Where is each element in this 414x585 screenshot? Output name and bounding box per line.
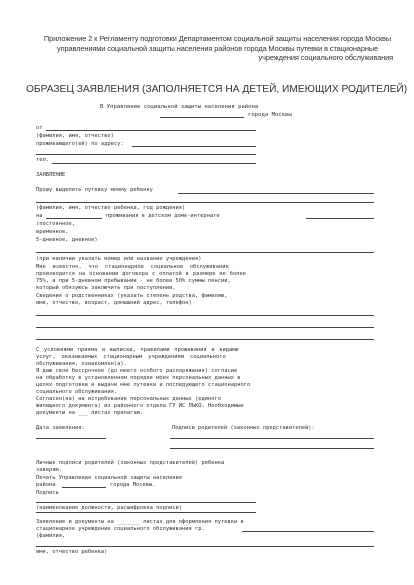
- stay-option-2: временное,: [36, 229, 69, 235]
- date-blank[interactable]: [36, 438, 106, 439]
- informed-line-4: который обязуюсь заключить при поступлении.: [36, 285, 176, 291]
- verify-line-1b: заверяю.: [36, 467, 62, 473]
- district-blank[interactable]: [160, 117, 244, 118]
- documents-line-3: документы на ___ листах прилагаю.: [36, 410, 144, 416]
- to-prefix: на: [36, 213, 43, 219]
- receipt-line-2: стационарное учреждение социального обслуживания гр.: [36, 526, 205, 532]
- signature-label: Подписи родителей (законных представителей):: [172, 425, 315, 431]
- receipt-separator: [36, 512, 256, 513]
- informed-line-1: Мне известно, что стационарное социальное обслуживание: [36, 264, 229, 270]
- district-blank-2[interactable]: [62, 487, 106, 488]
- receipt-line-4: имя, отчество ребенка): [36, 549, 108, 555]
- conditions-line-1: С условиями приема и выписки, правилами проживания и видами: [36, 347, 239, 353]
- conditions-line-4: Я даю свое бессрочное (до моего особого распоряжения) согласие: [36, 368, 238, 374]
- date-label: Дата заявления:: [36, 425, 85, 431]
- receipt-line-3: (фамилия,: [36, 533, 66, 539]
- relatives-blank-3[interactable]: [36, 339, 374, 340]
- receipt-line-1: Заявление и документы на _______ листах для оформления путевки в: [36, 519, 244, 525]
- institution-blank[interactable]: [306, 218, 374, 219]
- institution-blank-2[interactable]: [36, 252, 374, 253]
- verify-line-2c: города Москвы.: [110, 482, 156, 488]
- relatives-line-2: имя, отчество, возраст, домашний адрес, телефон): [36, 300, 192, 306]
- child-blank[interactable]: [178, 193, 374, 194]
- conditions-line-7: социального обслуживания.: [36, 389, 118, 395]
- stay-type-blank[interactable]: [46, 218, 102, 219]
- fio-caption: (фамилия, имя, отчество): [36, 133, 114, 139]
- header-line-1: Приложение 2 к Регламенту подготовки Департаментом социальной защиты населения города Москвы: [43, 34, 392, 43]
- official-signature-blank[interactable]: [36, 502, 256, 503]
- tel-label: тел.: [36, 157, 49, 163]
- relatives-blank-1[interactable]: [36, 315, 374, 316]
- addressee-line-1: В Управление социальной защиты населения района: [100, 104, 259, 110]
- verify-line-2b: района: [36, 482, 56, 488]
- stay-option-1: (постоянное,: [36, 221, 75, 227]
- addressee-line-2: города Москвы: [248, 112, 292, 118]
- child-blank-2[interactable]: [36, 202, 374, 203]
- relatives-line-1: Сведения о родственниках (указать степень родства, фамилию,: [36, 293, 228, 299]
- appendix-header: [30, 34, 405, 63]
- verify-line-4: (наименование должности, расшифровка подписи): [36, 505, 183, 511]
- receipt-blank[interactable]: [242, 531, 374, 532]
- document-title: ОБРАЗЕЦ ЗАЯВЛЕНИЯ (ЗАПОЛНЯЕТСЯ НА ДЕТЕЙ, ИМЕЮЩИХ РОДИТЕЛЕЙ): [26, 84, 408, 95]
- conditions-line-2: услуг, оказываемых стационарным учреждением социального: [36, 354, 226, 360]
- conditions-line-6: целях подготовки и выдачи мне путевки и последующего стационарного: [36, 382, 251, 388]
- signature-blank-1[interactable]: [170, 438, 374, 439]
- address-blank-2[interactable]: [36, 154, 256, 155]
- residing-label: проживающего(ей) по адресу:: [36, 141, 124, 147]
- header-line-3: учреждения социального обслуживания: [258, 53, 393, 63]
- signature-blank-2[interactable]: [170, 448, 374, 449]
- to-middle: проживания в детском доме-интернате: [106, 213, 220, 219]
- stay-option-3: 5-дневное, дневное): [36, 237, 98, 243]
- tel-blank[interactable]: [52, 163, 256, 164]
- informed-line-2: производится на основании договора с оплатой в размере не более: [36, 271, 246, 277]
- conditions-line-3: обслуживания, ознакомлен(а).: [36, 361, 127, 367]
- verify-line-1a: Личные подписи родителей (законных представителей) ребенка: [36, 460, 225, 466]
- header-line-2: управлениями социальной защиты населения районов города Москвы путевки в стационарные: [56, 43, 379, 53]
- from-blank[interactable]: [46, 130, 256, 131]
- verify-line-3: Подпись: [36, 490, 59, 496]
- relatives-blank-2[interactable]: [36, 327, 374, 328]
- conditions-line-5: на обработку в установленном порядке моих персональных данных в: [36, 375, 241, 381]
- documents-line-2: жилищного документа) из районного отдела ГУ ИС ЛЬКО. Необходимые: [36, 403, 244, 409]
- request-text: Прошу выделить путевку моему ребенку: [36, 187, 153, 193]
- documents-line-1: Согласен(на) на истребование персональных данных (единого: [36, 396, 221, 402]
- verify-line-2a: Печать Управления социальной защиты населения: [36, 475, 183, 481]
- statement-heading: ЗАЯВЛЕНИЕ: [36, 172, 66, 178]
- address-blank[interactable]: [132, 146, 256, 147]
- institution-caption: (при наличии указать номер или название учреждения): [36, 256, 202, 262]
- receipt-blank-2[interactable]: [36, 546, 374, 547]
- child-caption: (фамилия, имя, отчество ребенка, год рождения): [36, 205, 186, 211]
- from-label: от: [36, 125, 43, 131]
- informed-line-3: 75%, а при 5-дневном пребывании - не более 50% суммы пенсии,: [36, 278, 231, 284]
